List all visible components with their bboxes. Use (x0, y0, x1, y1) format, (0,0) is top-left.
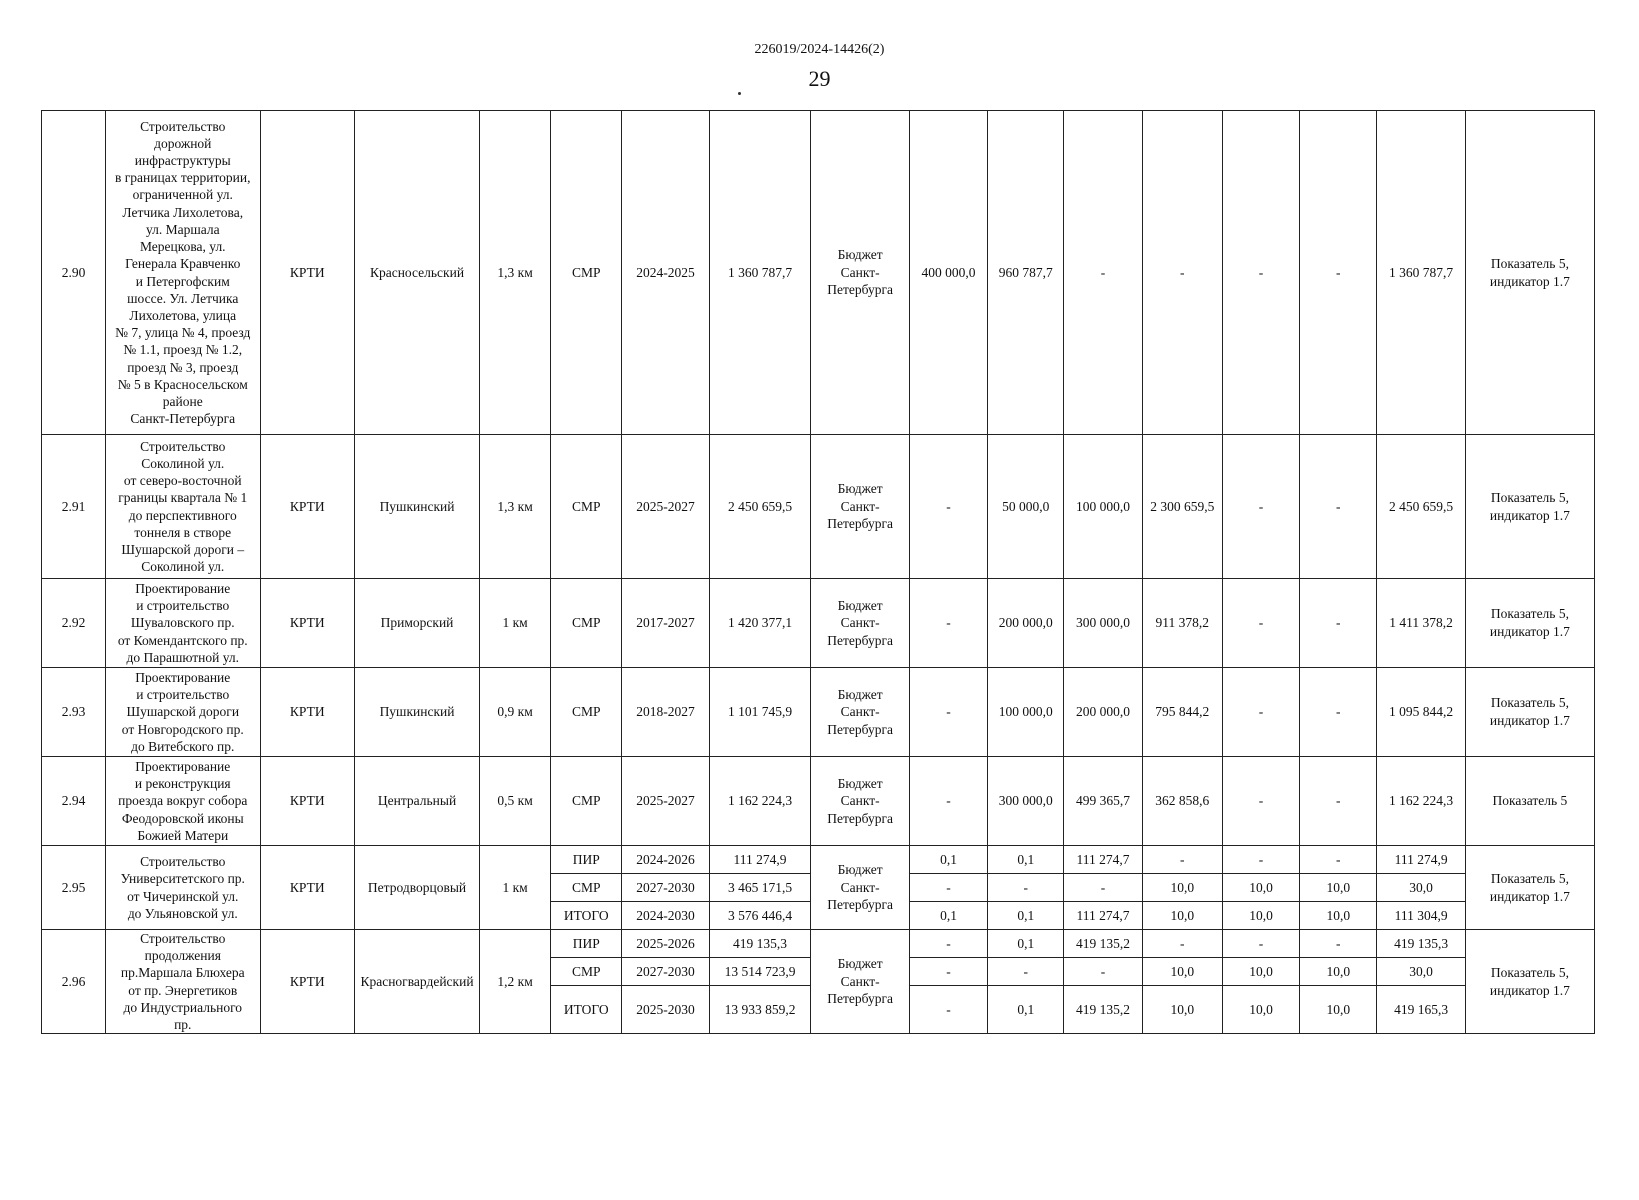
period: 2024-2025 (622, 111, 709, 435)
row-number: 2.95 (42, 846, 106, 930)
amount-2028: - (1222, 757, 1299, 846)
page-number: 29 (808, 66, 831, 91)
stage: СМР (551, 958, 622, 986)
total: 2 450 659,5 (1377, 435, 1465, 579)
district: Пушкинский (355, 668, 480, 757)
scan-speck (738, 92, 741, 95)
amount-2027: 795 844,2 (1142, 668, 1222, 757)
cost: 13 514 723,9 (709, 958, 811, 986)
amount-2025: 50 000,0 (988, 435, 1064, 579)
total: 30,0 (1377, 874, 1465, 902)
program-table (41, 110, 1595, 1034)
amount-2024: - (909, 579, 987, 668)
total: 419 165,3 (1377, 986, 1465, 1034)
amount-2028: - (1222, 111, 1299, 435)
amount-2027: 911 378,2 (1142, 579, 1222, 668)
program-table-container (41, 110, 1595, 1034)
cost: 1 420 377,1 (709, 579, 811, 668)
amount-2026: 419 135,2 (1064, 986, 1142, 1034)
period: 2018-2027 (622, 668, 709, 757)
cost: 419 135,3 (709, 930, 811, 958)
funding-source: Бюджет Санкт- Петербурга (811, 579, 910, 668)
total: 419 135,3 (1377, 930, 1465, 958)
amount-2026: 111 274,7 (1064, 846, 1142, 874)
stage: СМР (551, 435, 622, 579)
total: 1 411 378,2 (1377, 579, 1465, 668)
period: 2025-2026 (622, 930, 709, 958)
amount-2028: - (1222, 435, 1299, 579)
amount-2026: - (1064, 111, 1142, 435)
amount-2026: 419 135,2 (1064, 930, 1142, 958)
total: 1 360 787,7 (1377, 111, 1465, 435)
customer: КРТИ (260, 757, 355, 846)
length: 0,5 км (480, 757, 551, 846)
amount-2026: 100 000,0 (1064, 435, 1142, 579)
table-row (42, 757, 1595, 846)
table-body (42, 111, 1595, 1034)
table-row (42, 930, 1595, 958)
table-row (42, 579, 1595, 668)
funding-source: Бюджет Санкт- Петербурга (811, 668, 910, 757)
amount-2027: 2 300 659,5 (1142, 435, 1222, 579)
amount-2028: - (1222, 930, 1299, 958)
amount-2024: - (909, 874, 987, 902)
length: 0,9 км (480, 668, 551, 757)
district: Приморский (355, 579, 480, 668)
stage: СМР (551, 579, 622, 668)
funding-source: Бюджет Санкт- Петербурга (811, 930, 910, 1034)
amount-2025: 100 000,0 (988, 668, 1064, 757)
amount-2027: 362 858,6 (1142, 757, 1222, 846)
object-name: Проектирование и реконструкция проезда вокруг собора Феодоровской иконы Божией Матери (106, 757, 260, 846)
amount-2027: - (1142, 111, 1222, 435)
customer: КРТИ (260, 846, 355, 930)
amount-2027: 10,0 (1142, 874, 1222, 902)
period: 2024-2026 (622, 846, 709, 874)
customer: КРТИ (260, 579, 355, 668)
indicator: Показатель 5, индикатор 1.7 (1465, 435, 1594, 579)
indicator: Показатель 5, индикатор 1.7 (1465, 111, 1594, 435)
amount-2024: 400 000,0 (909, 111, 987, 435)
row-number: 2.91 (42, 435, 106, 579)
amount-2024: - (909, 435, 987, 579)
row-number: 2.92 (42, 579, 106, 668)
period: 2027-2030 (622, 958, 709, 986)
funding-source: Бюджет Санкт- Петербурга (811, 435, 910, 579)
length: 1 км (480, 579, 551, 668)
amount-2026: 300 000,0 (1064, 579, 1142, 668)
indicator: Показатель 5, индикатор 1.7 (1465, 930, 1594, 1034)
amount-2029: - (1300, 435, 1377, 579)
stage: СМР (551, 874, 622, 902)
funding-source: Бюджет Санкт- Петербурга (811, 111, 910, 435)
stage: ИТОГО (551, 986, 622, 1034)
amount-2024: - (909, 958, 987, 986)
district: Пушкинский (355, 435, 480, 579)
row-number: 2.93 (42, 668, 106, 757)
customer: КРТИ (260, 111, 355, 435)
indicator: Показатель 5, индикатор 1.7 (1465, 668, 1594, 757)
amount-2026: - (1064, 958, 1142, 986)
funding-source: Бюджет Санкт- Петербурга (811, 846, 910, 930)
amount-2028: 10,0 (1222, 958, 1299, 986)
total: 30,0 (1377, 958, 1465, 986)
cost: 1 101 745,9 (709, 668, 811, 757)
district: Центральный (355, 757, 480, 846)
amount-2025: 200 000,0 (988, 579, 1064, 668)
district: Петродворцовый (355, 846, 480, 930)
stage: СМР (551, 111, 622, 435)
amount-2028: - (1222, 579, 1299, 668)
row-number: 2.94 (42, 757, 106, 846)
customer: КРТИ (260, 668, 355, 757)
stage: СМР (551, 757, 622, 846)
amount-2029: - (1300, 668, 1377, 757)
period: 2025-2030 (622, 986, 709, 1034)
cost: 1 162 224,3 (709, 757, 811, 846)
amount-2027: - (1142, 930, 1222, 958)
amount-2029: - (1300, 757, 1377, 846)
amount-2026: - (1064, 874, 1142, 902)
amount-2025: 960 787,7 (988, 111, 1064, 435)
amount-2024: 0,1 (909, 902, 987, 930)
amount-2024: - (909, 930, 987, 958)
cost: 13 933 859,2 (709, 986, 811, 1034)
object-name: Проектирование и строительство Шуваловского пр. от Комендантского пр. до Парашютной ул. (106, 579, 260, 668)
amount-2025: - (988, 958, 1064, 986)
customer: КРТИ (260, 930, 355, 1034)
table-row (42, 846, 1595, 874)
amount-2028: 10,0 (1222, 874, 1299, 902)
row-number: 2.90 (42, 111, 106, 435)
amount-2029: 10,0 (1300, 874, 1377, 902)
indicator: Показатель 5, индикатор 1.7 (1465, 579, 1594, 668)
amount-2025: 0,1 (988, 986, 1064, 1034)
period: 2025-2027 (622, 757, 709, 846)
amount-2025: 0,1 (988, 902, 1064, 930)
amount-2024: - (909, 757, 987, 846)
amount-2029: - (1300, 930, 1377, 958)
amount-2028: 10,0 (1222, 902, 1299, 930)
total: 111 274,9 (1377, 846, 1465, 874)
funding-source: Бюджет Санкт- Петербурга (811, 757, 910, 846)
row-number: 2.96 (42, 930, 106, 1034)
amount-2029: 10,0 (1300, 958, 1377, 986)
table-row (42, 668, 1595, 757)
amount-2028: 10,0 (1222, 986, 1299, 1034)
cost: 2 450 659,5 (709, 435, 811, 579)
table-row (42, 435, 1595, 579)
period: 2017-2027 (622, 579, 709, 668)
district: Красносельский (355, 111, 480, 435)
object-name: Строительство дорожной инфраструктуры в границах территории, ограниченной ул. Летчика Лихолетова, ул. Маршала Мерецкова, ул. Генерала Кравченко и Петергофским шоссе. Ул. Летчика Лихолетова, улица № 7, улица № 4, проезд № 1.1, проезд № 1.2, проезд № 3, проезд № 5 в Красносельском районе Санкт-Петербурга (106, 111, 260, 435)
stage: СМР (551, 668, 622, 757)
cost: 111 274,9 (709, 846, 811, 874)
amount-2029: - (1300, 846, 1377, 874)
amount-2025: 0,1 (988, 930, 1064, 958)
object-name: Строительство продолжения пр.Маршала Блюхера от пр. Энергетиков до Индустриального пр. (106, 930, 260, 1034)
cost: 1 360 787,7 (709, 111, 811, 435)
object-name: Проектирование и строительство Шушарской дороги от Новгородского пр. до Витебского пр. (106, 668, 260, 757)
total: 111 304,9 (1377, 902, 1465, 930)
length: 1,3 км (480, 435, 551, 579)
amount-2029: 10,0 (1300, 986, 1377, 1034)
length: 1,3 км (480, 111, 551, 435)
cost: 3 465 171,5 (709, 874, 811, 902)
district: Красногвардейский (355, 930, 480, 1034)
table-row (42, 111, 1595, 435)
object-name: Строительство Соколиной ул. от северо-восточной границы квартала № 1 до перспективного тоннеля в створе Шушарской дороги – Соколиной ул. (106, 435, 260, 579)
amount-2029: 10,0 (1300, 902, 1377, 930)
stage: ПИР (551, 846, 622, 874)
customer: КРТИ (260, 435, 355, 579)
amount-2028: - (1222, 846, 1299, 874)
period: 2025-2027 (622, 435, 709, 579)
total: 1 162 224,3 (1377, 757, 1465, 846)
length: 1 км (480, 846, 551, 930)
amount-2027: 10,0 (1142, 958, 1222, 986)
period: 2024-2030 (622, 902, 709, 930)
amount-2026: 200 000,0 (1064, 668, 1142, 757)
length: 1,2 км (480, 930, 551, 1034)
document-number: 226019/2024-14426(2) (754, 42, 885, 57)
indicator: Показатель 5 (1465, 757, 1594, 846)
object-name: Строительство Университетского пр. от Чичеринской ул. до Ульяновской ул. (106, 846, 260, 930)
amount-2024: 0,1 (909, 846, 987, 874)
amount-2024: - (909, 668, 987, 757)
amount-2024: - (909, 986, 987, 1034)
period: 2027-2030 (622, 874, 709, 902)
total: 1 095 844,2 (1377, 668, 1465, 757)
amount-2026: 499 365,7 (1064, 757, 1142, 846)
amount-2027: - (1142, 846, 1222, 874)
amount-2029: - (1300, 579, 1377, 668)
amount-2027: 10,0 (1142, 986, 1222, 1034)
amount-2025: 0,1 (988, 846, 1064, 874)
amount-2028: - (1222, 668, 1299, 757)
cost: 3 576 446,4 (709, 902, 811, 930)
amount-2025: - (988, 874, 1064, 902)
stage: ПИР (551, 930, 622, 958)
amount-2027: 10,0 (1142, 902, 1222, 930)
indicator: Показатель 5, индикатор 1.7 (1465, 846, 1594, 930)
amount-2025: 300 000,0 (988, 757, 1064, 846)
amount-2029: - (1300, 111, 1377, 435)
amount-2026: 111 274,7 (1064, 902, 1142, 930)
stage: ИТОГО (551, 902, 622, 930)
